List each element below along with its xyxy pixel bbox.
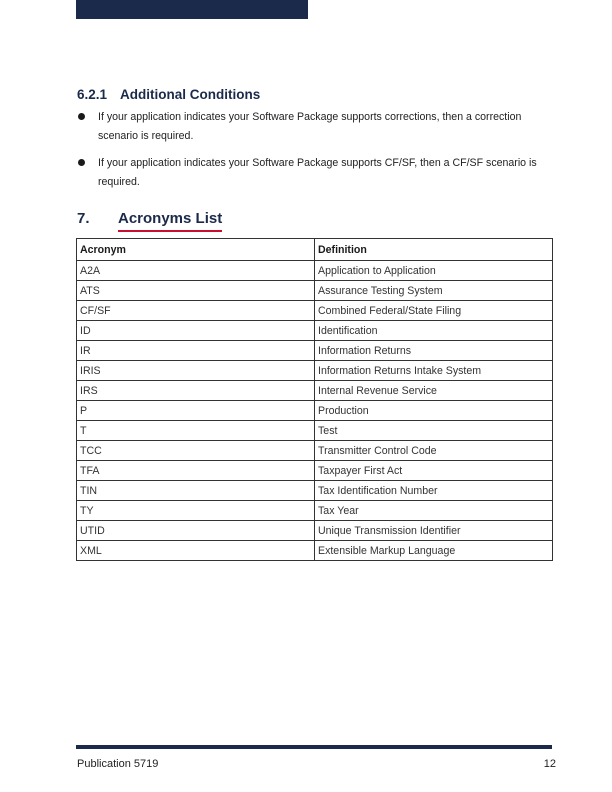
acronym-cell: TIN (77, 481, 315, 501)
definition-cell: Information Returns Intake System (315, 361, 553, 381)
definition-cell: Taxpayer First Act (315, 461, 553, 481)
column-header-definition: Definition (315, 239, 553, 261)
definition-cell: Identification (315, 321, 553, 341)
acronym-cell: XML (77, 541, 315, 561)
table-row (77, 321, 553, 341)
definition-cell: Transmitter Control Code (315, 441, 553, 461)
definition-cell: Unique Transmission Identifier (315, 521, 553, 541)
footer-rule (76, 745, 552, 749)
list-item (77, 154, 547, 192)
column-header-acronym: Acronym (77, 239, 315, 261)
table-row (77, 341, 553, 361)
acronym-cell: ID (77, 321, 315, 341)
definition-cell: Test (315, 421, 553, 441)
table-row (77, 521, 553, 541)
section-title: Additional Conditions (120, 87, 261, 102)
page-number: 12 (543, 758, 556, 770)
acronym-cell: IRIS (77, 361, 315, 381)
acronym-cell: IRS (77, 381, 315, 401)
acronym-cell: ATS (77, 281, 315, 301)
definition-cell: Assurance Testing System (315, 281, 553, 301)
acronym-cell: TCC (77, 441, 315, 461)
table-row (77, 301, 553, 321)
publication-label: Publication 5719 (77, 758, 159, 770)
table-row (77, 501, 553, 521)
table-row (77, 481, 553, 501)
acronym-cell: UTID (77, 521, 315, 541)
bullet-icon (78, 159, 85, 166)
table-row (77, 401, 553, 421)
section-title: Acronyms List (118, 210, 223, 227)
conditions-list (77, 108, 547, 200)
table-row (77, 361, 553, 381)
list-item (77, 108, 547, 146)
definition-cell: Tax Year (315, 501, 553, 521)
acronyms-table (76, 238, 553, 561)
acronym-cell: CF/SF (77, 301, 315, 321)
bullet-icon (78, 113, 85, 120)
definition-cell: Combined Federal/State Filing (315, 301, 553, 321)
section-number: 7. (77, 210, 90, 227)
table-row (77, 381, 553, 401)
acronym-cell: P (77, 401, 315, 421)
definition-cell: Tax Identification Number (315, 481, 553, 501)
table-row (77, 281, 553, 301)
acronym-cell: T (77, 421, 315, 441)
acronym-cell: TY (77, 501, 315, 521)
acronym-cell: TFA (77, 461, 315, 481)
list-item-text: If your application indicates your Software Package supports CF/SF, then a CF/SF scenario is required. (98, 157, 537, 188)
definition-cell: Internal Revenue Service (315, 381, 553, 401)
header-bar (76, 0, 308, 19)
section-heading-6-2-1 (77, 87, 260, 102)
definition-cell: Application to Application (315, 261, 553, 281)
table-row (77, 441, 553, 461)
definition-cell: Extensible Markup Language (315, 541, 553, 561)
table-row (77, 261, 553, 281)
table-header-row (77, 239, 553, 261)
section-number: 6.2.1 (77, 87, 108, 102)
table-row (77, 461, 553, 481)
section-heading-7 (77, 210, 222, 227)
table-row (77, 421, 553, 441)
table-row (77, 541, 553, 561)
acronym-cell: A2A (77, 261, 315, 281)
definition-cell: Production (315, 401, 553, 421)
acronym-cell: IR (77, 341, 315, 361)
definition-cell: Information Returns (315, 341, 553, 361)
list-item-text: If your application indicates your Software Package supports corrections, then a correction scenario is required. (98, 111, 522, 142)
